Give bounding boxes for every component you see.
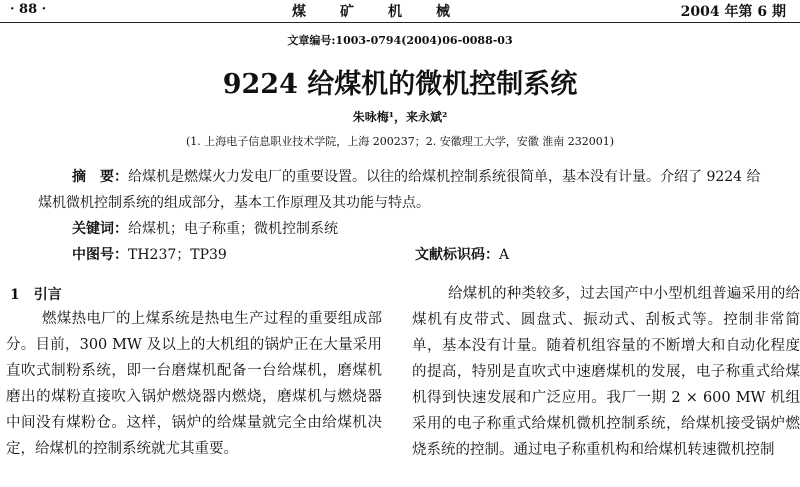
article-number: 文章编号:1003-0794(2004)06-0088-03: [287, 34, 513, 47]
abstract: [38, 164, 768, 216]
author-list: 朱咏梅¹，来永斌²: [352, 110, 448, 124]
running-header: [0, 0, 800, 23]
document-code-text: A: [499, 247, 510, 263]
abstract-text: 给煤机是燃煤火力发电厂的重要设置。以往的给煤机控制系统很简单，基本没有计量。介绍了 9224 给煤机微机控制系统的组成部分，基本工作原理及其功能与特点。: [38, 169, 761, 211]
affiliations: (1. 上海电子信息职业技术学院，上海 200237；2. 安徽理工大学，安徽 淮南 232001): [185, 135, 615, 148]
document-code-label: 文献标识码：: [415, 247, 499, 263]
body-right-column: 给煤机的种类较多，过去国产中小型机组普遍采用的给煤机有皮带式、圆盘式、振动式、刮板式等。控制非常简单，基本没有计量。随着机组容量的不断增大和自动化程度的提高，特别是直吹式中速磨煤机的发展，电子称重式给煤机得到快速发展和广泛应用。我厂一期 2 × 600 MW 机组采用的电子称重式给煤机微机控制系统，给煤机接受锅炉燃烧系统的控制。通过电子称重机构和给煤机转速微机控制: [412, 286, 800, 458]
body-left-column: 燃煤热电厂的上煤系统是热电生产过程的重要组成部分。目前，300 MW 及以上的大机组的锅炉正在大量采用直吹式制粉系统，即一台磨煤机配备一台给煤机，磨煤机磨出的煤粉直接吹入锅炉燃烧器内燃烧，磨煤机与燃烧器中间没有煤粉仓。这样，锅炉的给煤量就完全由给煤机决定，给煤机的控制系统就尤其重要。: [6, 311, 382, 457]
classification-label: 中图号：: [72, 247, 128, 263]
issue-label: 2004 年第 6 期: [680, 4, 786, 20]
section-heading: [10, 284, 62, 304]
keywords-label: 关键词：: [72, 221, 128, 237]
page-number: · 88 ·: [10, 2, 47, 17]
paper-title: 9224 给煤机的微机控制系统: [222, 69, 578, 100]
document-code: [415, 244, 509, 264]
journal-name: 煤矿机械: [292, 4, 484, 20]
section-number: 1: [10, 287, 20, 303]
abstract-label: 摘 要：: [72, 169, 128, 185]
classification-text: TH237；TP39: [128, 247, 227, 263]
keywords-text: 给煤机；电子称重；微机控制系统: [128, 221, 338, 237]
section-title: 引言: [33, 287, 62, 303]
keywords: [72, 218, 338, 238]
classification-number: [72, 244, 227, 264]
